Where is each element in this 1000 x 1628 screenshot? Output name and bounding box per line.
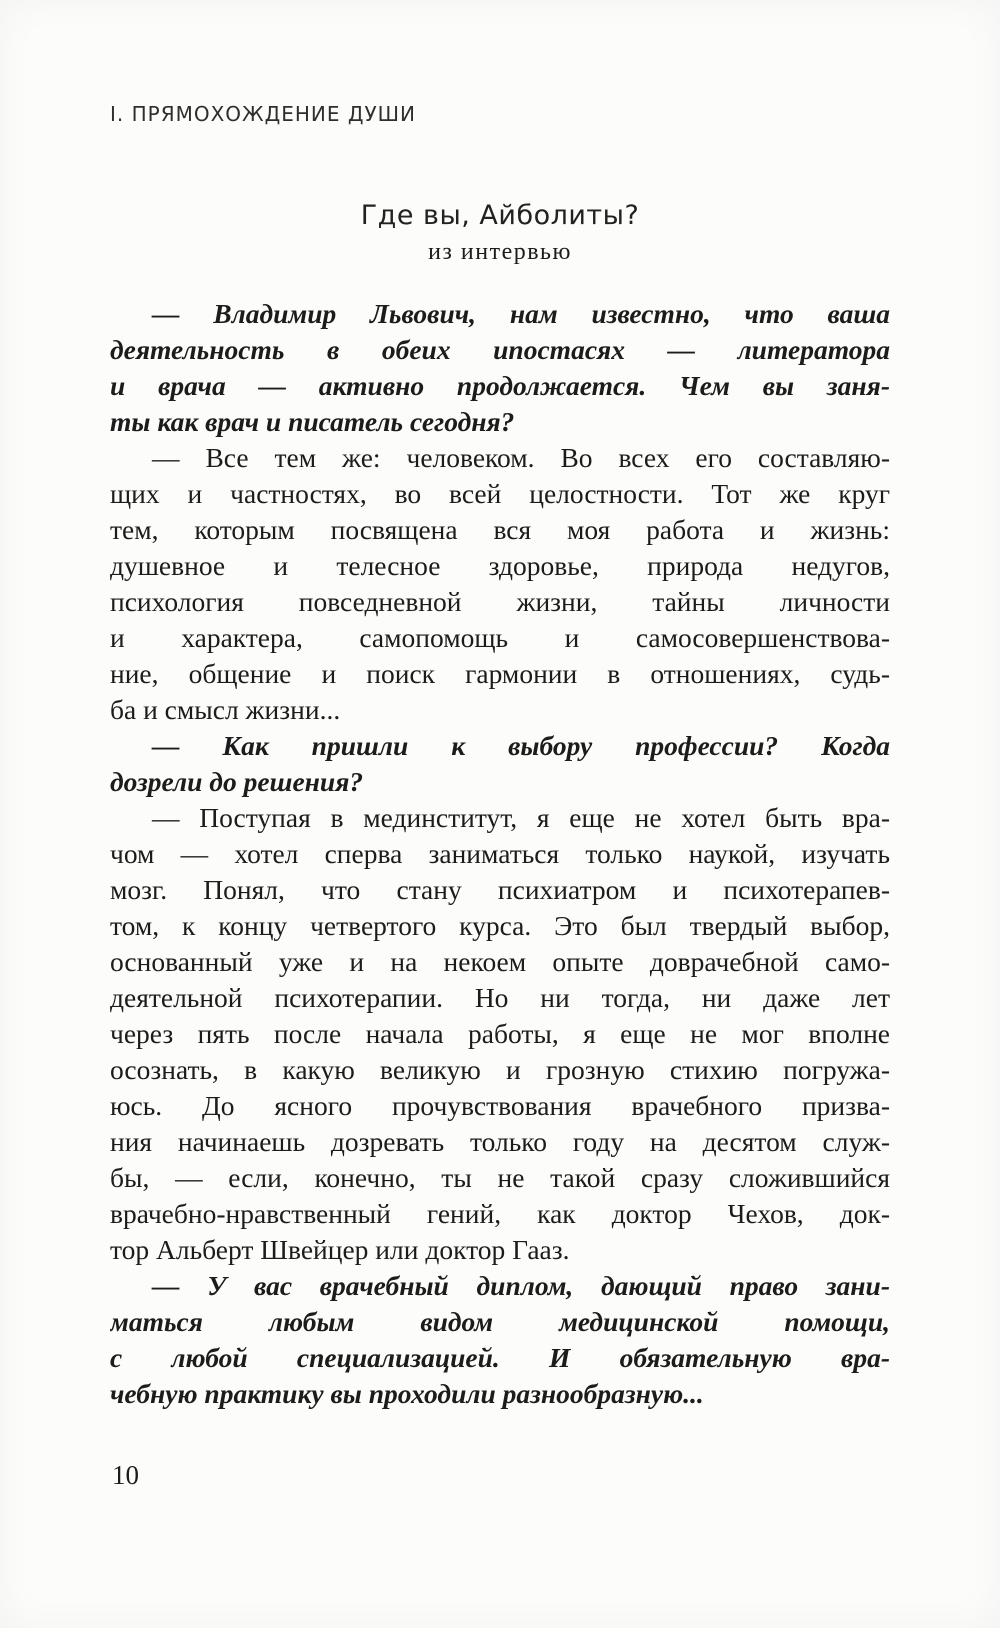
running-header: I. ПРЯМОХОЖДЕНИЕ ДУШИ [110,102,417,126]
text-line: том, к концу четвертого курса. Это был твердый выбор, [110,910,890,941]
page-number: 10 [112,1460,139,1490]
text-line: — Как пришли к выбору профессии? Когда [152,730,890,761]
text-line: — Все тем же: человеком. Во всех его составляю- [152,442,890,473]
text-line: — У вас врачебный диплом, дающий право зани- [152,1270,890,1301]
interview-question [110,728,890,800]
text-line: чебную практику вы проходили разнообразную... [110,1378,704,1409]
text-line: тор Альберт Швейцер или доктор Гааз. [110,1234,570,1265]
text-line: через пять после начала работы, я еще не мог вполне [110,1018,890,1049]
text-line: врачебно-нравственный гений, как доктор Чехов, док- [110,1198,890,1229]
title-block [0,200,1000,266]
text-line: основанный уже и на некоем опыте доврачебной само- [110,946,890,977]
article-body [110,296,890,1412]
text-line: и врача — активно продолжается. Чем вы заня- [110,370,890,401]
text-line: осознать, в какую великую и грозную стихию погружа- [110,1054,890,1085]
text-line: душевное и телесное здоровье, природа недугов, [110,550,890,581]
interview-question [110,1268,890,1412]
text-line: ты как врач и писатель сегодня? [110,406,515,437]
text-line: юсь. До ясного прочувствования врачебного призва- [110,1090,890,1121]
text-line: ние, общение и поиск гармонии в отношениях, судь- [110,658,890,689]
text-line: дозрели до решения? [110,766,364,797]
text-line: щих и частностях, во всей целостности. Тот же круг [110,478,890,509]
text-line: и характера, самопомощь и самосовершенствова- [110,622,890,653]
text-line: ния начинаешь дозревать только году на десятом служ- [110,1126,890,1157]
interview-question [110,296,890,440]
text-line: психология повседневной жизни, тайны личности [110,586,890,617]
text-line: бы, — если, конечно, ты не такой сразу сложившийся [110,1162,890,1193]
text-line: деятельной психотерапии. Но ни тогда, ни даже лет [110,982,890,1013]
text-line: тем, которым посвящена вся моя работа и жизнь: [110,514,890,545]
text-line: ба и смысл жизни... [110,694,341,725]
text-line: деятельность в обеих ипостасях — литератора [110,334,890,365]
text-line: мозг. Понял, что стану психиатром и психотерапев- [110,874,890,905]
text-line: — Поступая в мединститут, я еще не хотел быть вра- [152,802,890,833]
interview-answer [110,440,890,728]
page-title: Где вы, Айболиты? [360,200,640,231]
interview-answer [110,800,890,1268]
text-line: с любой специализацией. И обязательную вра- [110,1342,890,1373]
text-line: чом — хотел сперва заниматься только наукой, изучать [110,838,890,869]
text-line: — Владимир Львович, нам известно, что ваша [152,298,890,329]
page-subtitle: из интервью [428,239,572,265]
text-line: маться любым видом медицинской помощи, [110,1306,890,1337]
